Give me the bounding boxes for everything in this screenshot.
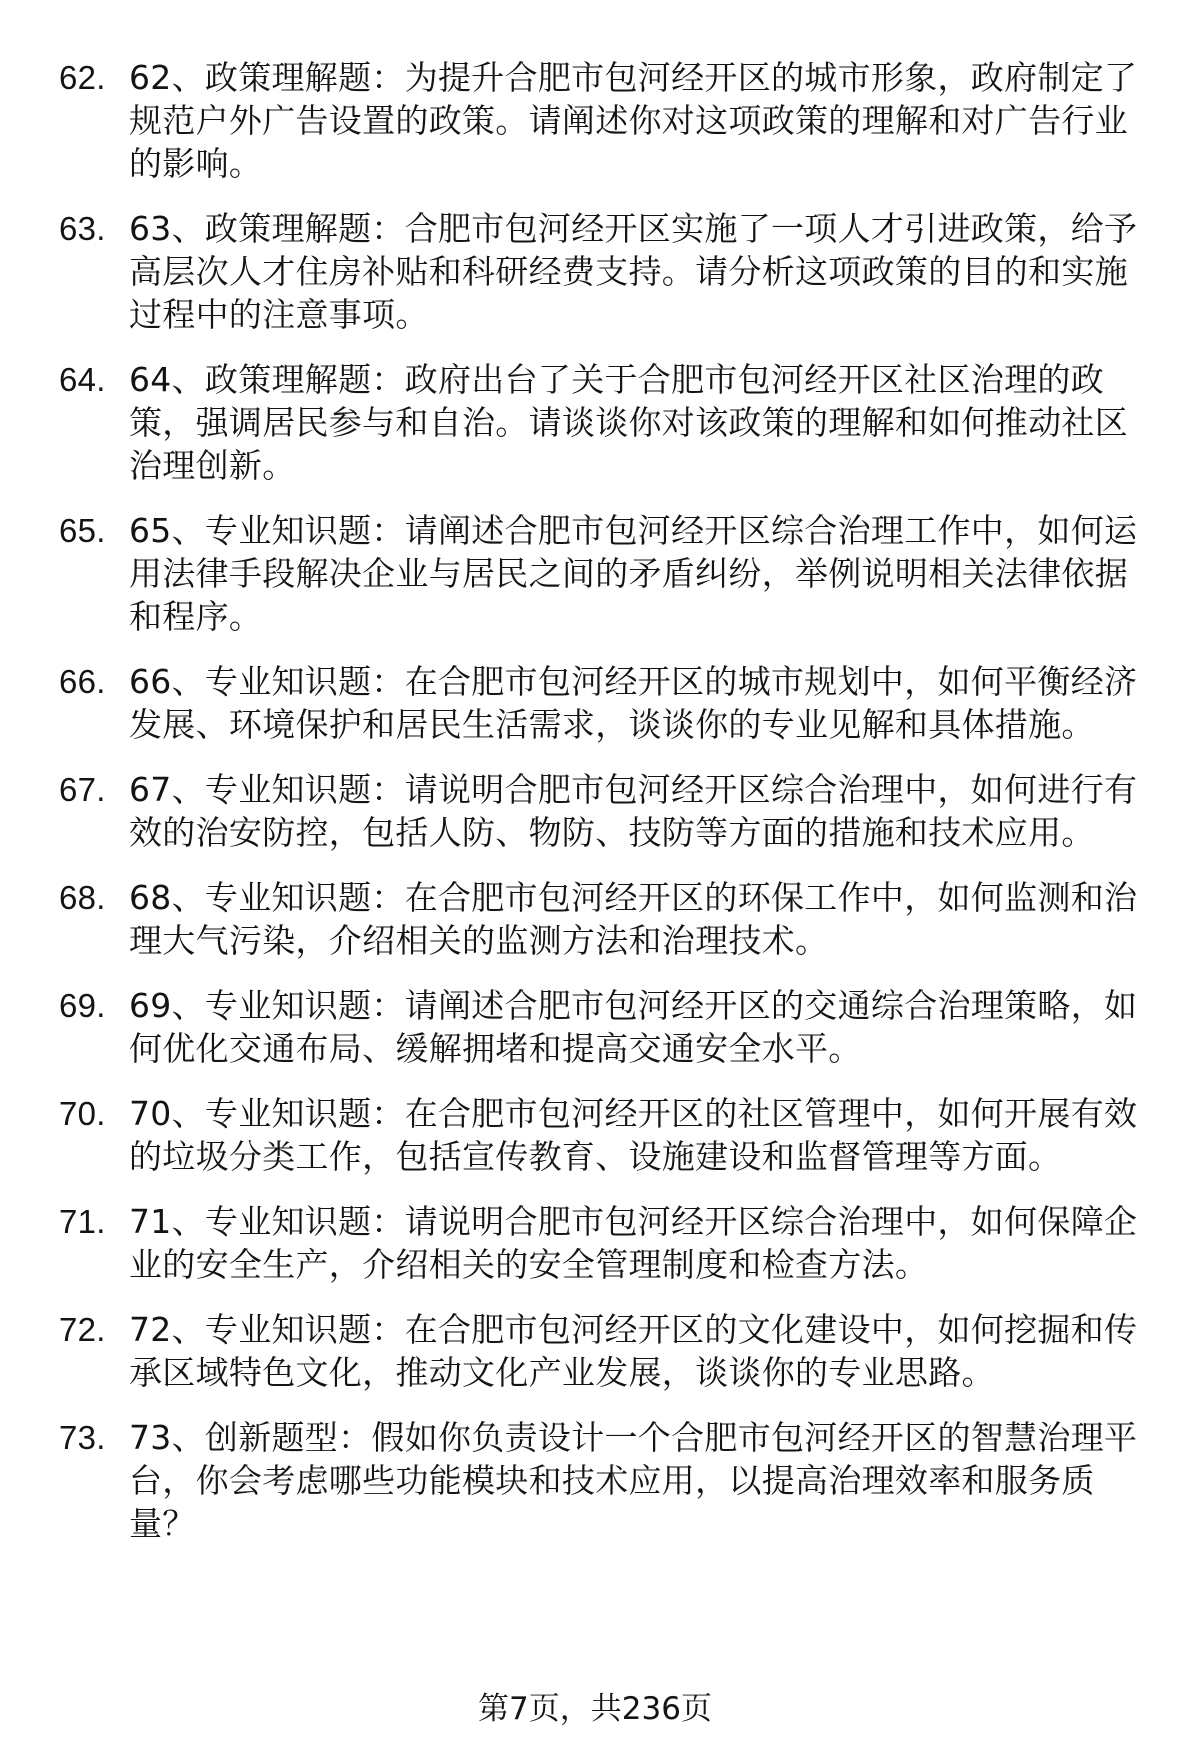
question-number: 63. (59, 210, 106, 247)
question-number: 70. (59, 1095, 106, 1132)
question-text: 68、专业知识题：在合肥市包河经开区的环保工作中，如何监测和治理大气污染，介绍相关的监测方法和治理技术。 (129, 878, 1138, 960)
question-item (0, 768, 1149, 854)
question-text: 62、政策理解题：为提升合肥市包河经开区的城市形象，政府制定了规范户外广告设置的政策。请阐述你对这项政策的理解和对广告行业的影响。 (129, 58, 1138, 183)
question-text: 70、专业知识题：在合肥市包河经开区的社区管理中，如何开展有效的垃圾分类工作，包括宣传教育、设施建设和监督管理等方面。 (129, 1094, 1138, 1176)
question-text: 66、专业知识题：在合肥市包河经开区的城市规划中，如何平衡经济发展、环境保护和居民生活需求，谈谈你的专业见解和具体措施。 (129, 662, 1138, 744)
question-list (0, 56, 1190, 1545)
question-item (0, 358, 1149, 487)
question-text: 64、政策理解题：政府出台了关于合肥市包河经开区社区治理的政策，强调居民参与和自治。请谈谈你对该政策的理解和如何推动社区治理创新。 (129, 360, 1128, 485)
page-number-label: 第7页，共236页 (478, 1691, 712, 1727)
question-number: 68. (59, 879, 106, 916)
question-item (0, 1308, 1149, 1394)
question-number: 65. (59, 512, 106, 549)
page-footer (0, 1689, 1190, 1729)
question-number: 67. (59, 771, 106, 808)
question-number: 64. (59, 361, 106, 398)
question-item (0, 984, 1149, 1070)
question-item (0, 1200, 1149, 1286)
question-text: 67、专业知识题：请说明合肥市包河经开区综合治理中，如何进行有效的治安防控，包括人防、物防、技防等方面的措施和技术应用。 (129, 770, 1138, 852)
question-number: 66. (59, 663, 106, 700)
question-item (0, 207, 1149, 336)
question-text: 65、专业知识题：请阐述合肥市包河经开区综合治理工作中，如何运用法律手段解决企业与居民之间的矛盾纠纷，举例说明相关法律依据和程序。 (129, 511, 1138, 636)
question-number: 73. (59, 1419, 106, 1456)
question-item (0, 1416, 1149, 1545)
question-item (0, 876, 1149, 962)
question-text: 72、专业知识题：在合肥市包河经开区的文化建设中，如何挖掘和传承区域特色文化，推动文化产业发展，谈谈你的专业思路。 (129, 1310, 1138, 1392)
question-item (0, 509, 1149, 638)
document-body (0, 56, 1190, 1567)
question-text: 69、专业知识题：请阐述合肥市包河经开区的交通综合治理策略，如何优化交通布局、缓解拥堵和提高交通安全水平。 (129, 986, 1138, 1068)
question-number: 71. (59, 1203, 106, 1240)
question-number: 62. (59, 59, 106, 96)
question-item (0, 56, 1149, 185)
question-text: 71、专业知识题：请说明合肥市包河经开区综合治理中，如何保障企业的安全生产，介绍相关的安全管理制度和检查方法。 (129, 1202, 1138, 1284)
question-number: 72. (59, 1311, 106, 1348)
question-text: 73、创新题型：假如你负责设计一个合肥市包河经开区的智慧治理平台，你会考虑哪些功能模块和技术应用，以提高治理效率和服务质量？ (129, 1418, 1138, 1543)
question-item (0, 660, 1149, 746)
question-item (0, 1092, 1149, 1178)
question-number: 69. (59, 987, 106, 1024)
question-text: 63、政策理解题：合肥市包河经开区实施了一项人才引进政策，给予高层次人才住房补贴和科研经费支持。请分析这项政策的目的和实施过程中的注意事项。 (129, 209, 1138, 334)
